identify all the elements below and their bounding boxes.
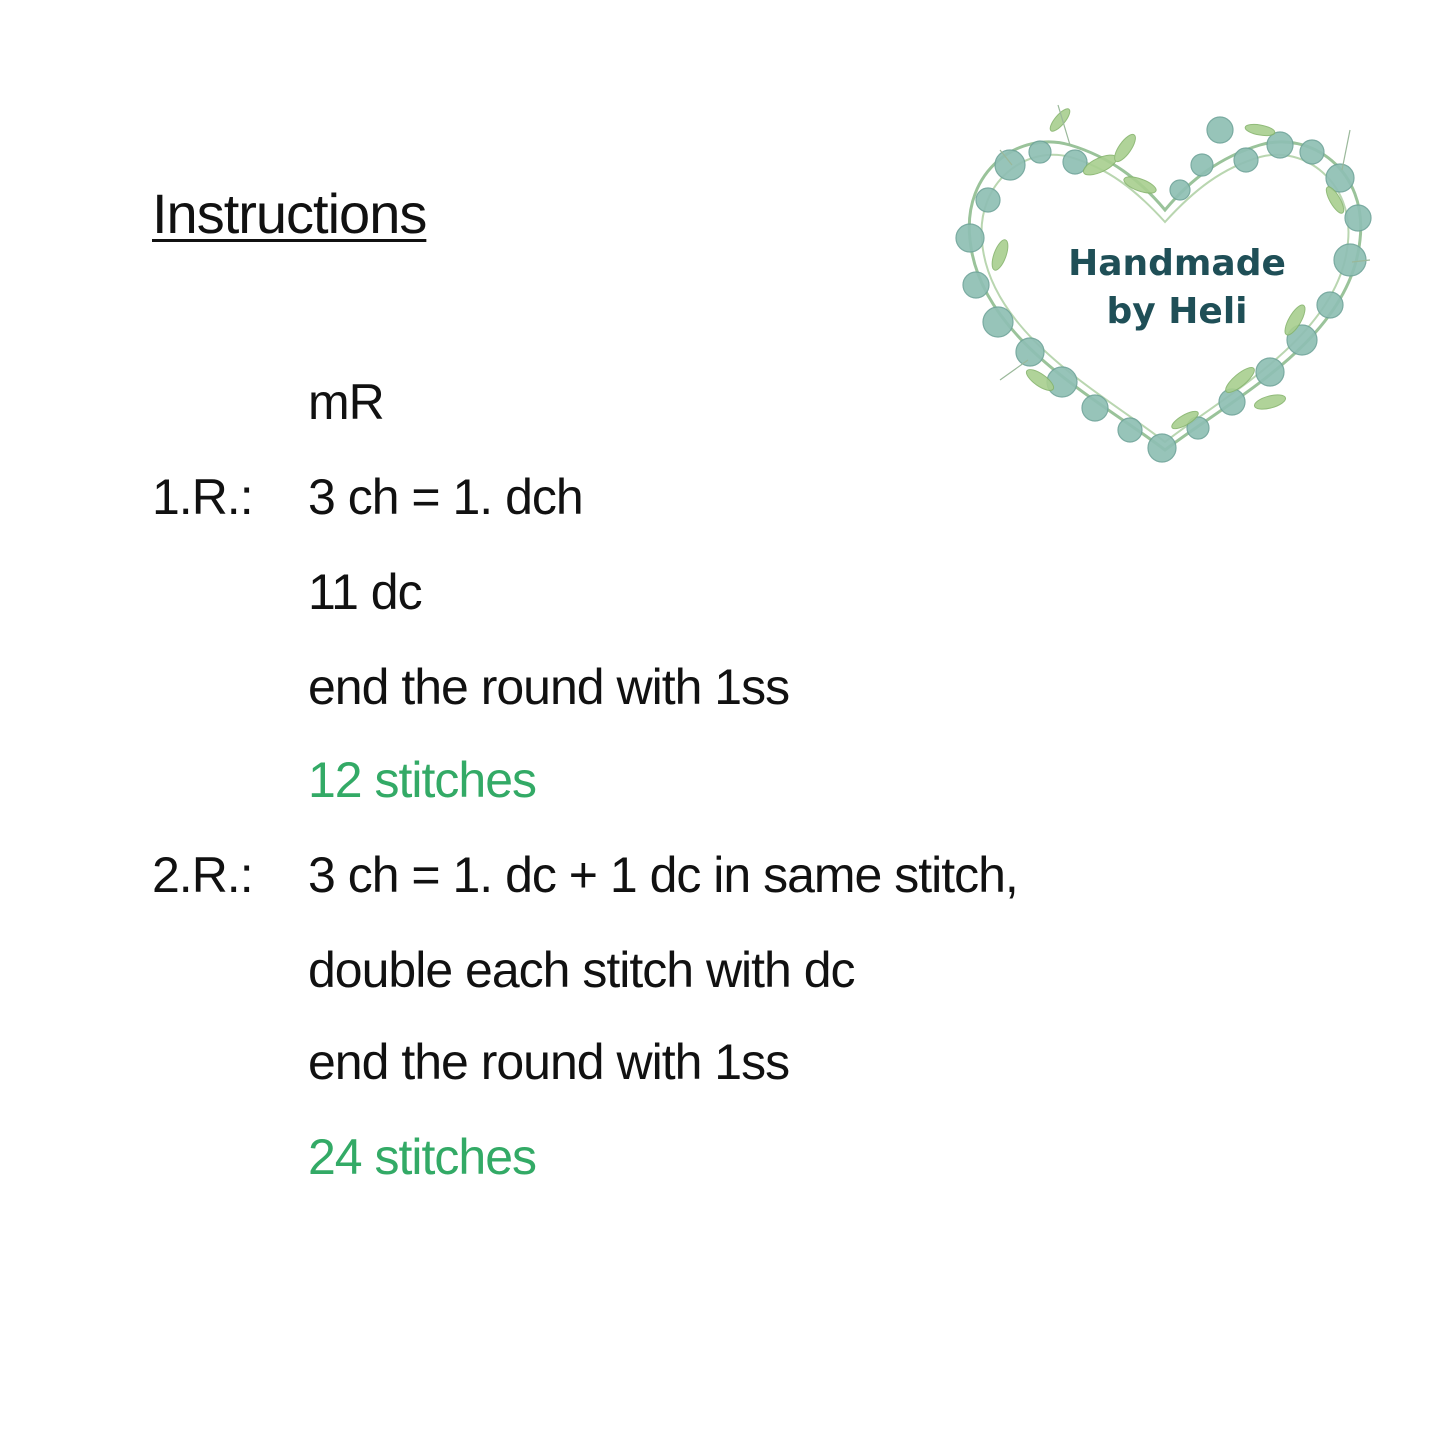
round-label: 2.R.:	[152, 847, 253, 903]
instruction-text: 3 ch = 1. dch	[308, 469, 583, 525]
instruction-text: double each stitch with dc	[308, 942, 855, 998]
instruction-text: end the round with 1ss	[308, 1034, 790, 1090]
logo-line-2: by Heli	[1106, 291, 1248, 332]
instruction-text: 11 dc	[308, 564, 422, 620]
logo-line-1: Handmade	[1068, 243, 1286, 284]
stitch-count: 24 stitches	[308, 1129, 537, 1185]
instruction-text: end the round with 1ss	[308, 659, 790, 715]
round-label: 1.R.:	[152, 469, 253, 525]
instruction-text: mR	[308, 374, 384, 430]
instruction-text: 3 ch = 1. dc + 1 dc in same stitch,	[308, 847, 1018, 903]
page-title: Instructions	[152, 182, 427, 245]
stitch-count: 12 stitches	[308, 752, 537, 808]
handmade-by-heli-logo	[940, 90, 1390, 470]
